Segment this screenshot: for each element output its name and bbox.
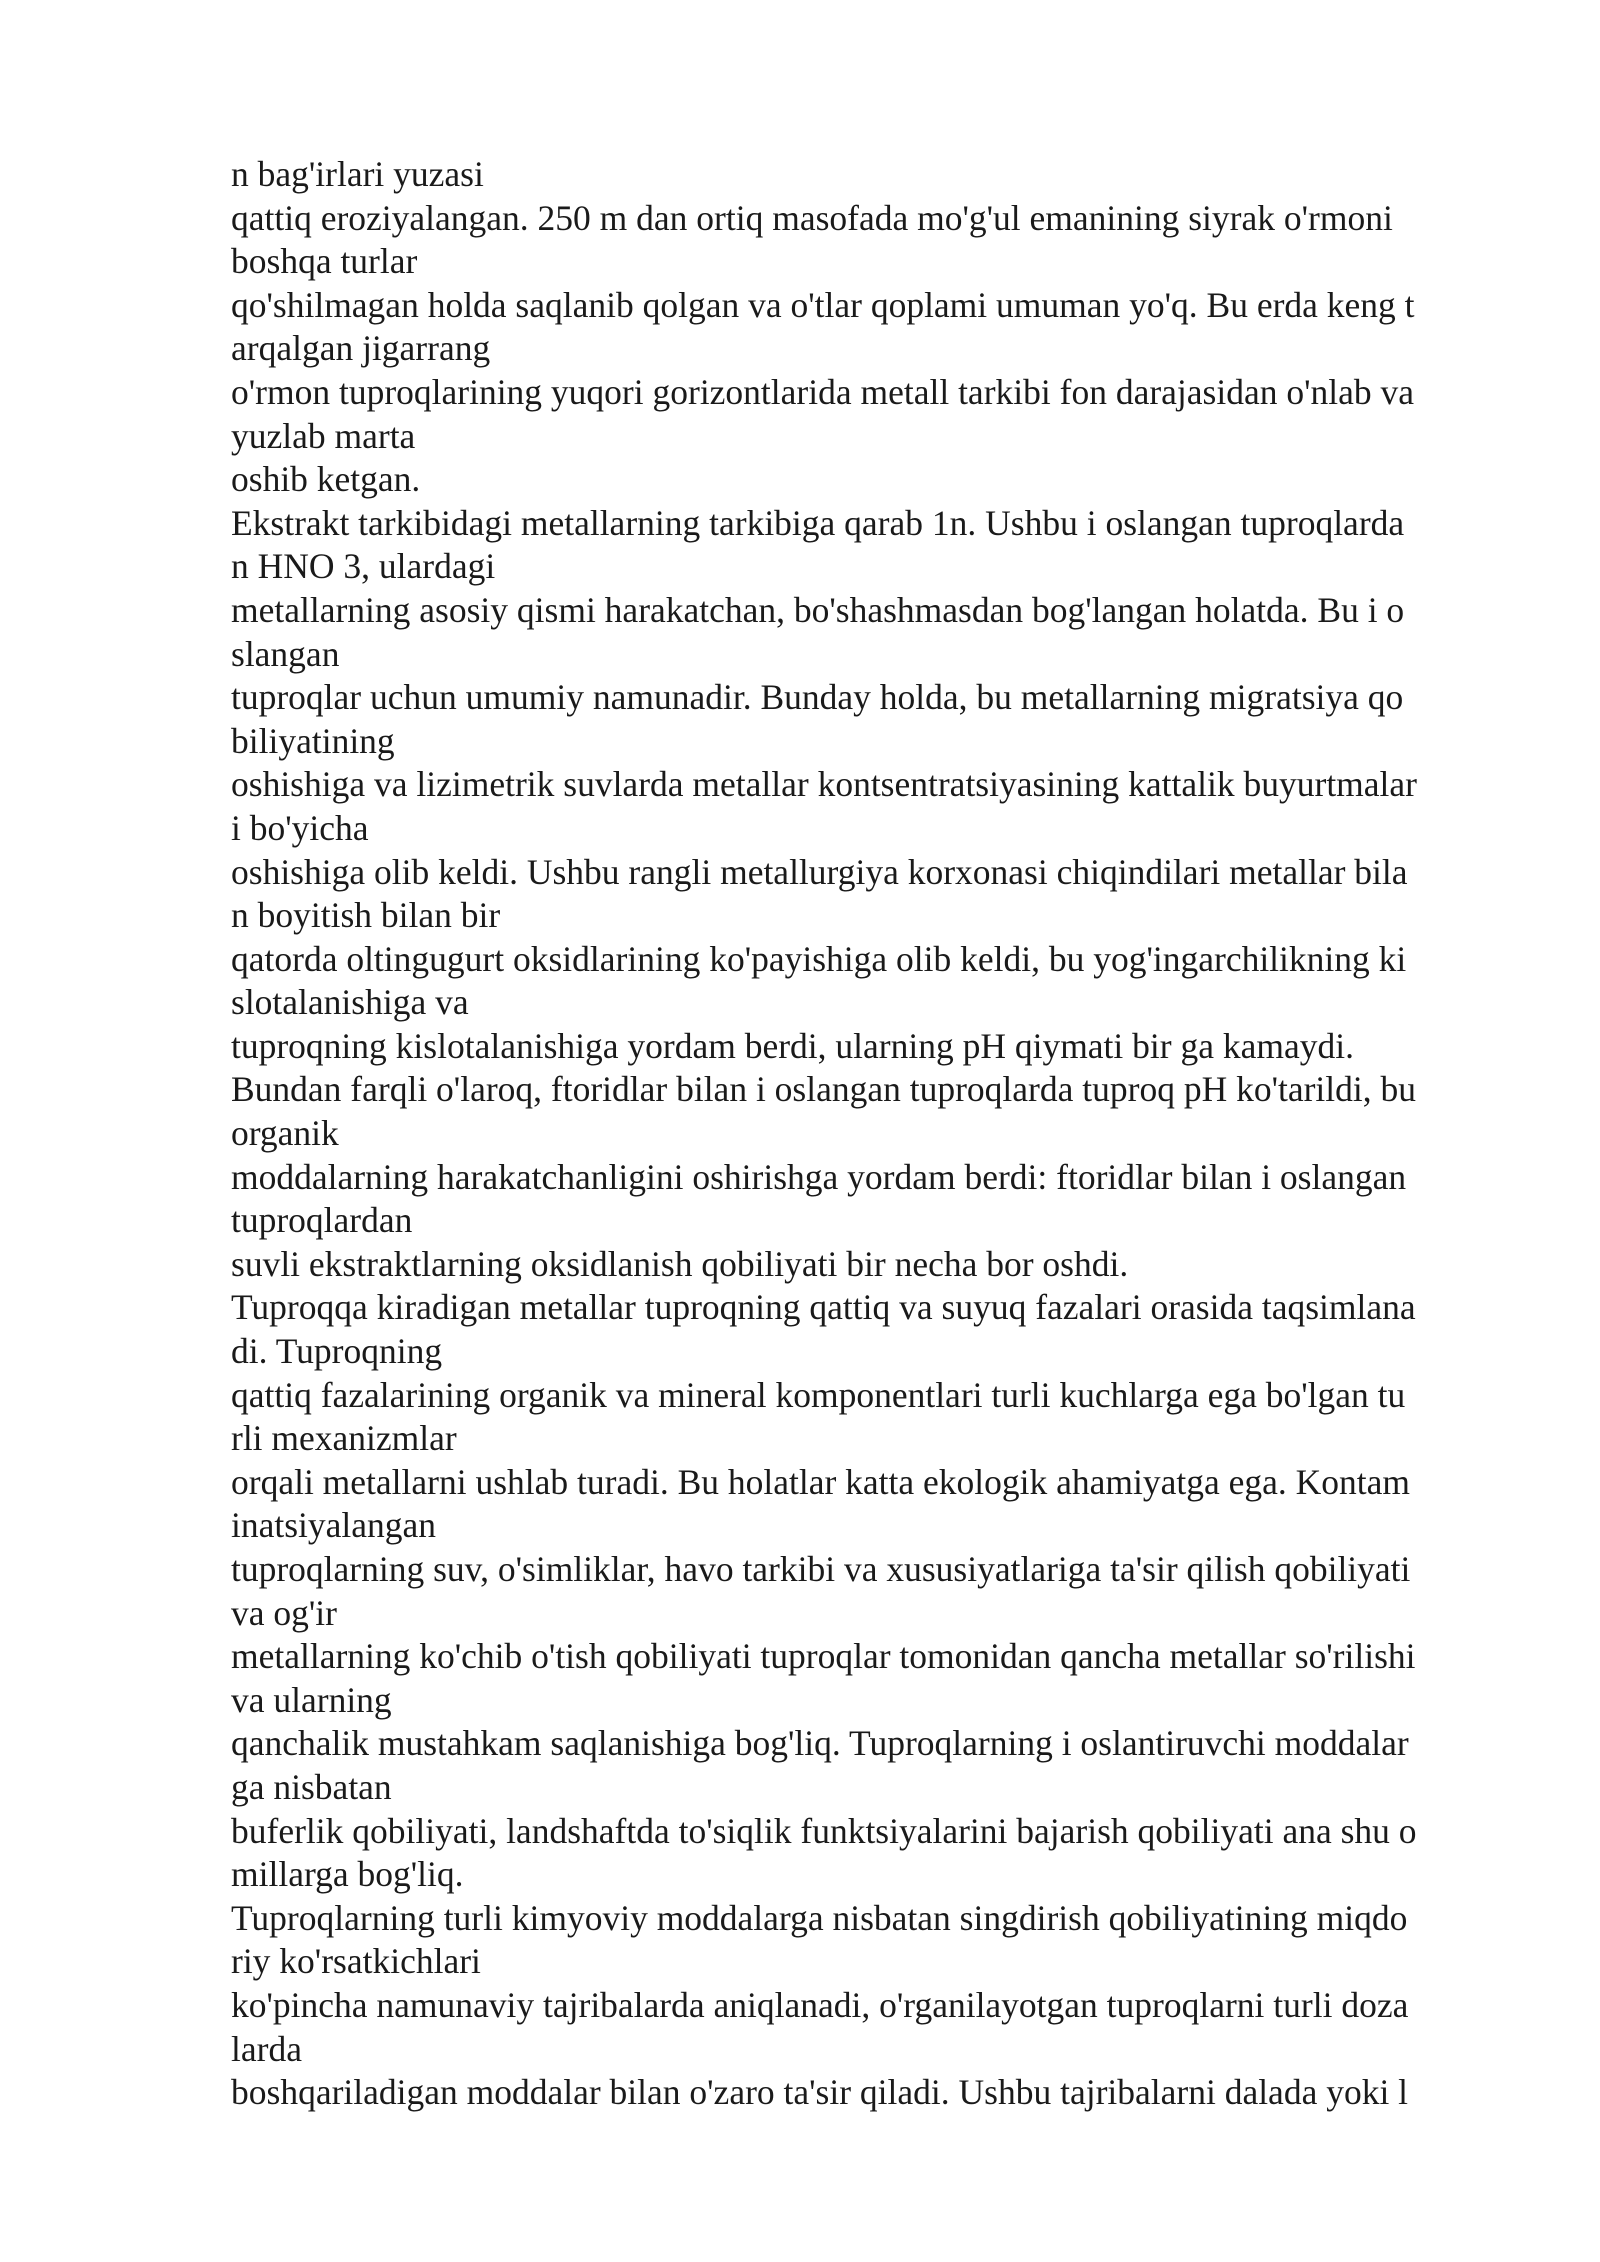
text-line: va og'ir	[231, 1592, 337, 1633]
text-line: i bo'yicha	[231, 807, 369, 848]
text-line: riy ko'rsatkichlari	[231, 1941, 481, 1982]
text-line: inatsiyalangan	[231, 1505, 437, 1546]
text-line: buferlik qobiliyati, landshaftda to'siqlik funktsiyalarini bajarish qobiliyati ana shu o	[231, 1810, 1417, 1851]
text-line: ko'pincha namunaviy tajribalarda aniqlanadi, o'rganilayotgan tuproqlarni turli doza	[231, 1984, 1409, 2025]
text-line: tuproqlarning suv, o'simliklar, havo tarkibi va xususiyatlariga ta'sir qilish qobiliyati	[231, 1549, 1411, 1589]
text-line: orqali metallarni ushlab turadi. Bu holatlar katta ekologik ahamiyatga ega. Kontam	[231, 1461, 1411, 1502]
text-line: qattiq eroziyalangan. 250 m dan ortiq masofada mo'g'ul emanining siyrak o'rmoni	[231, 197, 1393, 238]
text-line: qattiq fazalarining organik va mineral komponentlari turli kuchlarga ega bo'lgan tu	[231, 1374, 1406, 1415]
text-line: organik	[231, 1113, 339, 1154]
text-line: n HNO 3, ulardagi	[231, 546, 496, 587]
text-line: qo'shilmagan holda saqlanib qolgan va o'tlar qoplami umuman yo'q. Bu erda keng t	[231, 284, 1415, 325]
text-line: va ularning	[231, 1679, 392, 1720]
text-line: Ekstrakt tarkibidagi metallarning tarkibiga qarab 1n. Ushbu i oslangan tuproqlarda	[231, 502, 1405, 543]
text-line: boshqa turlar	[231, 241, 418, 282]
text-line: qatorda oltingugurt oksidlarining ko'payishiga olib keldi, bu yog'ingarchilikning ki	[231, 938, 1407, 979]
text-line: n bag'irlari yuzasi	[231, 154, 484, 194]
text-line: metallarning asosiy qismi harakatchan, bo'shashmasdan bog'langan holatda. Bu i o	[231, 589, 1405, 630]
text-line: ga nisbatan	[231, 1766, 392, 1807]
text-line: Tuproqlarning turli kimyoviy moddalarga nisbatan singdirish qobiliyatining miqdo	[231, 1897, 1408, 1938]
text-line: biliyatining	[231, 720, 395, 761]
text-line: slangan	[231, 633, 340, 674]
body-text	[231, 153, 1531, 2115]
text-line: oshishiga olib keldi. Ushbu rangli metallurgiya korxonasi chiqindilari metallar bila	[231, 851, 1408, 892]
text-line: arqalgan jigarrang	[231, 328, 491, 369]
text-line: Bundan farqli o'laroq, ftoridlar bilan i oslangan tuproqlarda tuproq pH ko'tarildi, bu	[231, 1069, 1417, 1110]
text-line: boshqariladigan moddalar bilan o'zaro ta'sir qiladi. Ushbu tajribalarni dalada yoki l	[231, 2072, 1409, 2113]
text-line: tuproqlar uchun umumiy namunadir. Bunday holda, bu metallarning migratsiya qo	[231, 677, 1404, 718]
text-line: moddalarning harakatchanligini oshirishga yordam berdi: ftoridlar bilan i oslangan	[231, 1156, 1407, 1197]
text-line: metallarning ko'chib o'tish qobiliyati tuproqlar tomonidan qancha metallar so'rilishi	[231, 1636, 1416, 1677]
text-line: o'rmon tuproqlarining yuqori gorizontlarida metall tarkibi fon darajasidan o'nlab va	[231, 371, 1414, 412]
text-line: Tuproqqa kiradigan metallar tuproqning qattiq va suyuq fazalari orasida taqsimlana	[231, 1287, 1416, 1328]
text-line: di. Tuproqning	[231, 1331, 443, 1372]
text-line: tuproqlardan	[231, 1200, 413, 1241]
text-line: slotalanishiga va	[231, 982, 469, 1023]
text-line: yuzlab marta	[231, 415, 416, 456]
text-line: millarga bog'liq.	[231, 1854, 464, 1895]
text-line: suvli ekstraktlarning oksidlanish qobiliyati bir necha bor oshdi.	[231, 1243, 1129, 1284]
text-line: qanchalik mustahkam saqlanishiga bog'liq. Tuproqlarning i oslantiruvchi moddalar	[231, 1723, 1409, 1764]
text-line: oshib ketgan.	[231, 459, 421, 500]
text-line: rli mexanizmlar	[231, 1418, 457, 1459]
text-line: n boyitish bilan bir	[231, 895, 501, 936]
text-line: tuproqning kislotalanishiga yordam berdi, ularning pH qiymati bir ga kamaydi.	[231, 1025, 1354, 1066]
text-line: oshishiga va lizimetrik suvlarda metallar kontsentratsiyasining kattalik buyurtmalar	[231, 764, 1417, 805]
text-line: larda	[231, 2028, 302, 2069]
